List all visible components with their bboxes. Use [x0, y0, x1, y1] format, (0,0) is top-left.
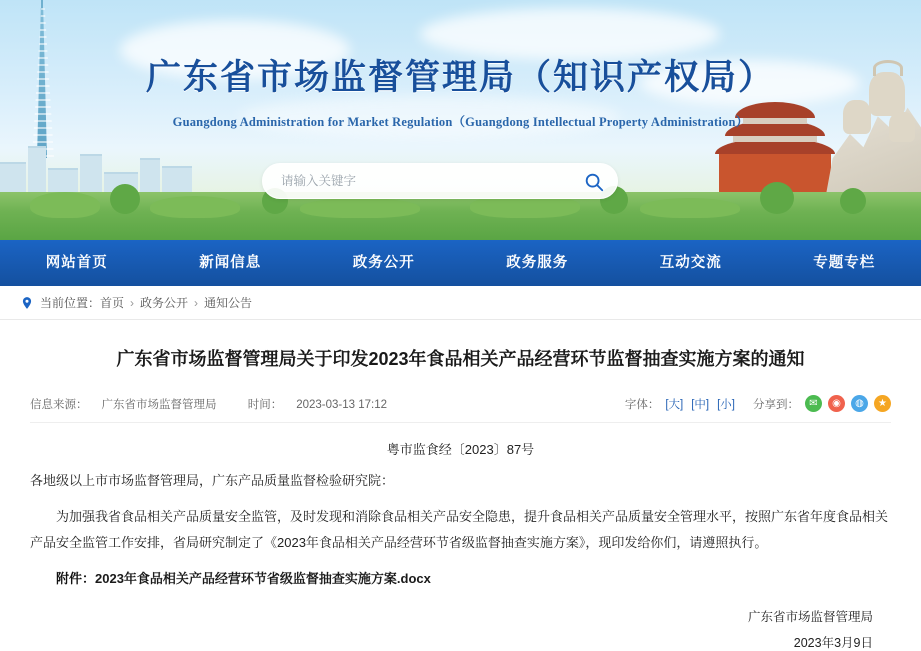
fontsize-small-button[interactable]: [小]: [717, 396, 735, 412]
nav-item-news[interactable]: 新闻信息: [154, 240, 308, 286]
breadcrumb-separator: ›: [130, 296, 134, 310]
signature-org: 广东省市场监督管理局: [30, 607, 873, 625]
breadcrumb-prefix: 当前位置：: [40, 294, 100, 311]
city-skyline-illustration: [0, 126, 210, 196]
qq-share-icon[interactable]: ◍: [851, 395, 868, 412]
breadcrumb-item-home[interactable]: 首页: [100, 294, 124, 311]
page-title: 广东省市场监督管理局关于印发2023年食品相关产品经营环节监督抽查实施方案的通知: [30, 346, 891, 373]
source-label: 信息来源： 广东省市场监督管理局: [30, 399, 231, 411]
attachment-link[interactable]: 2023年食品相关产品经营环节省级监督抽查实施方案.docx: [95, 571, 431, 586]
nav-item-affairs-services[interactable]: 政务服务: [461, 240, 615, 286]
site-title: 广东省市场监督管理局（知识产权局）: [0, 50, 921, 100]
breadcrumb-item-affairs-disclosure[interactable]: 政务公开: [140, 294, 188, 311]
article-paragraph: 为加强我省食品相关产品质量安全监管，及时发现和消除食品相关产品安全隐患，提升食品相关产品质量安全管理水平，按照广东省年度食品相关产品安全监管工作安排，省局研究制定了《2023年食品相关产品经营环节省级监督抽查实施方案》，现印发给你们，请遵照执行。: [30, 504, 891, 556]
attachment-row: [30, 568, 891, 587]
greenery-strip: [0, 192, 921, 240]
article-meta-left: [30, 396, 415, 412]
search-input[interactable]: [279, 164, 579, 198]
search-icon[interactable]: [579, 167, 609, 197]
nav-item-special-columns[interactable]: 专题专栏: [768, 240, 921, 286]
breadcrumb-separator: ›: [194, 296, 198, 310]
signature-block: [30, 607, 891, 651]
time-label: 时间： 2023-03-13 17:12: [248, 399, 401, 411]
nav-item-affairs-disclosure[interactable]: 政务公开: [307, 240, 461, 286]
fontsize-label: 字体：: [625, 396, 660, 412]
signature-date: 2023年3月9日: [30, 633, 873, 651]
wechat-share-icon[interactable]: ✉: [805, 395, 822, 412]
nav-item-interaction[interactable]: 互动交流: [614, 240, 768, 286]
article-meta-right: [625, 395, 891, 412]
site-subtitle: Guangdong Administration for Market Regulation（Guangdong Intellectual Property Administration）: [0, 112, 921, 130]
more-share-icon[interactable]: ★: [874, 395, 891, 412]
article-container: [0, 346, 921, 651]
main-navigation: [0, 240, 921, 286]
fontsize-large-button[interactable]: [大]: [665, 396, 683, 412]
document-number: 粤市监食经〔2023〕87号: [30, 439, 891, 458]
article-paragraph: 各地级以上市市场监督管理局，广东产品质量监督检验研究院：: [30, 468, 891, 494]
search-box[interactable]: [262, 163, 618, 199]
nav-item-home[interactable]: 网站首页: [0, 240, 154, 286]
fontsize-medium-button[interactable]: [中]: [691, 396, 709, 412]
location-pin-icon: [20, 296, 34, 310]
attachment-label: 附件：: [56, 571, 95, 586]
breadcrumb: [0, 286, 921, 320]
site-banner: [0, 0, 921, 240]
share-label: 分享到：: [753, 396, 799, 412]
article-meta: [30, 395, 891, 423]
breadcrumb-item-notices[interactable]: 通知公告: [204, 294, 252, 311]
weibo-share-icon[interactable]: ◉: [828, 395, 845, 412]
